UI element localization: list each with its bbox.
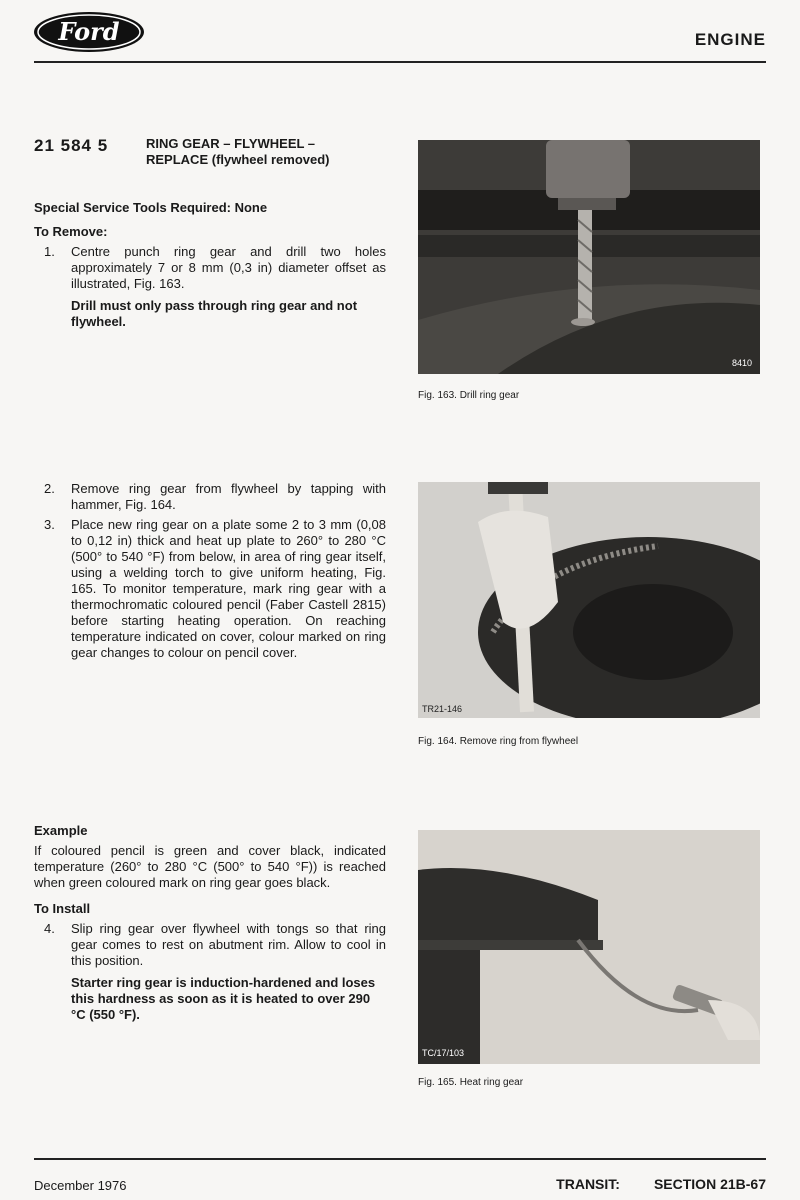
example-heading: Example	[34, 823, 88, 838]
install-heading: To Install	[34, 901, 91, 916]
example-text: If coloured pencil is green and cover black, indicated temperature (260° to 280 °C (500° to 540 °F)) is reached when green coloured mark on ring gear goes black.	[34, 843, 386, 890]
header-rule	[34, 61, 766, 63]
example-install-section	[34, 823, 386, 1023]
figure-163-photo	[418, 140, 760, 374]
operation-number: 21 584 5	[34, 136, 109, 155]
figure-165-caption: Fig. 165. Heat ring gear	[418, 1077, 524, 1088]
section-name: ENGINE	[694, 30, 766, 49]
remove-heading: To Remove:	[34, 224, 108, 239]
footer-date: December 1976	[34, 1178, 127, 1193]
tools-line: Special Service Tools Required: None	[34, 200, 268, 215]
remove-section	[34, 200, 386, 330]
figure-164-photo	[418, 482, 760, 718]
operation-title	[34, 136, 394, 168]
figure-163-caption: Fig. 163. Drill ring gear	[418, 390, 520, 401]
footer-section-number: SECTION 21B-67	[653, 1176, 766, 1192]
figure-165-photo	[418, 830, 760, 1064]
steps-2-3	[34, 481, 386, 661]
step-1: 1. Centre punch ring gear and drill two holes approximately 7 or 8 mm (0,3 in) diameter offset as illustrated, Fig. 163.	[44, 244, 386, 291]
footer-rule	[34, 1158, 766, 1160]
footer-model: TRANSIT:	[556, 1176, 620, 1192]
step-3: 3. Place new ring gear on a plate some 2 to 3 mm (0,08 to 0,12 in) thick and heat up plate to 260° to 280 °C (500° to 540 °F) from below, in area of ring gear itself, using a welding torch to give uniform heating, Fig. 165. To monitor temperature, mark ring gear with a thermochromatic coloured pencil (Faber Castell 2815) before starting heating operation. On reaching temperature indicated on cover, colour marked on ring gear changes to colour on pencil cover.	[44, 517, 386, 660]
drill-warning: Drill must only pass through ring gear and not flywheel.	[71, 298, 358, 329]
ford-logo	[32, 10, 146, 54]
figure-163-code: 8410	[731, 358, 752, 368]
hardness-warning: Starter ring gear is induction-hardened and loses this hardness as soon as it is heated to over 290 °C (550 °F).	[71, 975, 376, 1022]
step-4: 4. Slip ring gear over flywheel with tongs so that ring gear comes to rest on abutment rim. Allow to cool in this position.	[44, 921, 386, 968]
operation-name: RING GEAR – FLYWHEEL – REPLACE (flywheel removed)	[146, 136, 330, 167]
footer-section	[522, 1176, 766, 1192]
step-2: 2. Remove ring gear from flywheel by tapping with hammer, Fig. 164.	[44, 481, 386, 512]
svg-text:Ford: Ford	[58, 17, 120, 46]
figure-164-code: TR21-146	[422, 704, 463, 714]
figure-165-code: TC/17/103	[422, 1048, 465, 1058]
figure-164-caption: Fig. 164. Remove ring from flywheel	[418, 736, 579, 747]
